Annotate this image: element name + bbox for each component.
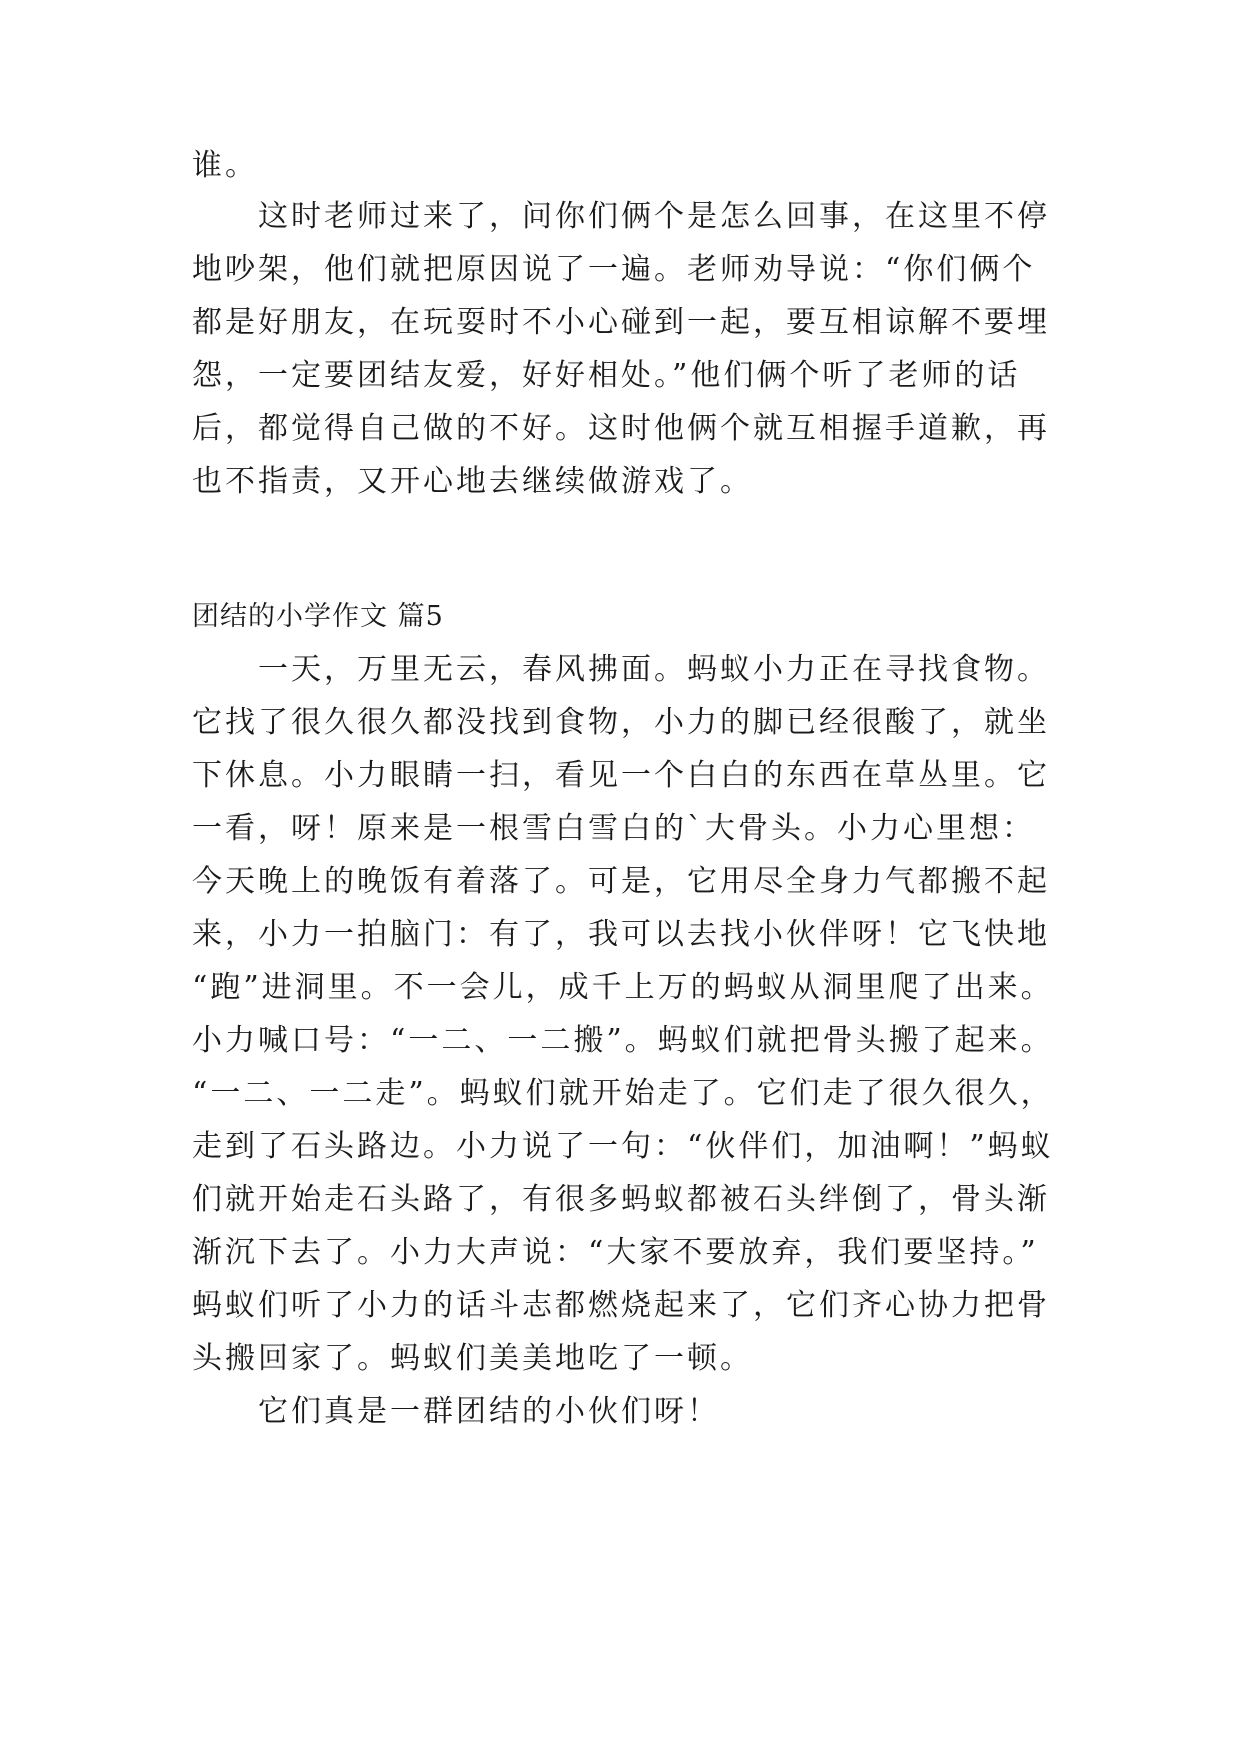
paragraph-line: 渐沉下去了。小力大声说：“大家不要放弃，我们要坚持。” [192,1235,1039,1270]
paragraph-line: 今天晚上的晚饭有着落了。可是，它用尽全身力气都搬不起 [192,864,1050,899]
paragraph-line: 这时老师过来了，问你们俩个是怎么回事，在这里不停 [258,199,1050,234]
paragraph-line: 一看，呀！原来是一根雪白雪白的`大骨头。小力心里想： [192,811,1035,846]
paragraph-line: 都是好朋友，在玩耍时不小心碰到一起，要互相谅解不要埋 [192,305,1050,340]
paragraph-line: 走到了石头路边。小力说了一句：“伙伴们，加油啊！”蚂蚁 [192,1129,1054,1164]
paragraph-line: 蚂蚁们听了小力的话斗志都燃烧起来了，它们齐心协力把骨 [192,1288,1050,1323]
paragraph-line: 谁。 [192,148,258,183]
paragraph-line: “跑”进洞里。不一会儿，成千上万的蚂蚁从洞里爬了出来。 [192,970,1054,1005]
paragraph-line: 们就开始走石头路了，有很多蚂蚁都被石头绊倒了，骨头渐 [192,1182,1050,1217]
paragraph-line: 小力喊口号：“一二、一二搬”。蚂蚁们就把骨头搬了起来。 [192,1023,1054,1058]
paragraph-line: 后，都觉得自己做的不好。这时他俩个就互相握手道歉，再 [192,411,1050,446]
paragraph-line: 下休息。小力眼睛一扫，看见一个白白的东西在草丛里。它 [192,758,1050,793]
paragraph-line: 一天，万里无云，春风拂面。蚂蚁小力正在寻找食物。 [258,652,1050,687]
paragraph-line: 也不指责，又开心地去继续做游戏了。 [192,464,753,499]
paragraph-line: 来，小力一拍脑门：有了，我可以去找小伙伴呀！它飞快地 [192,917,1050,952]
section-heading: 团结的小学作文 篇5 [192,601,444,632]
paragraph-line: 怨，一定要团结友爱，好好相处。”他们俩个听了老师的话 [192,358,1021,393]
paragraph-line: 地吵架，他们就把原因说了一遍。老师劝导说：“你们俩个 [192,252,1036,287]
paragraph-line: 它找了很久很久都没找到食物，小力的脚已经很酸了，就坐 [192,705,1050,740]
paragraph-line: “一二、一二走”。蚂蚁们就开始走了。它们走了很久很久， [192,1076,1054,1111]
paragraph-line: 头搬回家了。蚂蚁们美美地吃了一顿。 [192,1341,753,1376]
paragraph-line: 它们真是一群团结的小伙们呀！ [258,1394,720,1429]
